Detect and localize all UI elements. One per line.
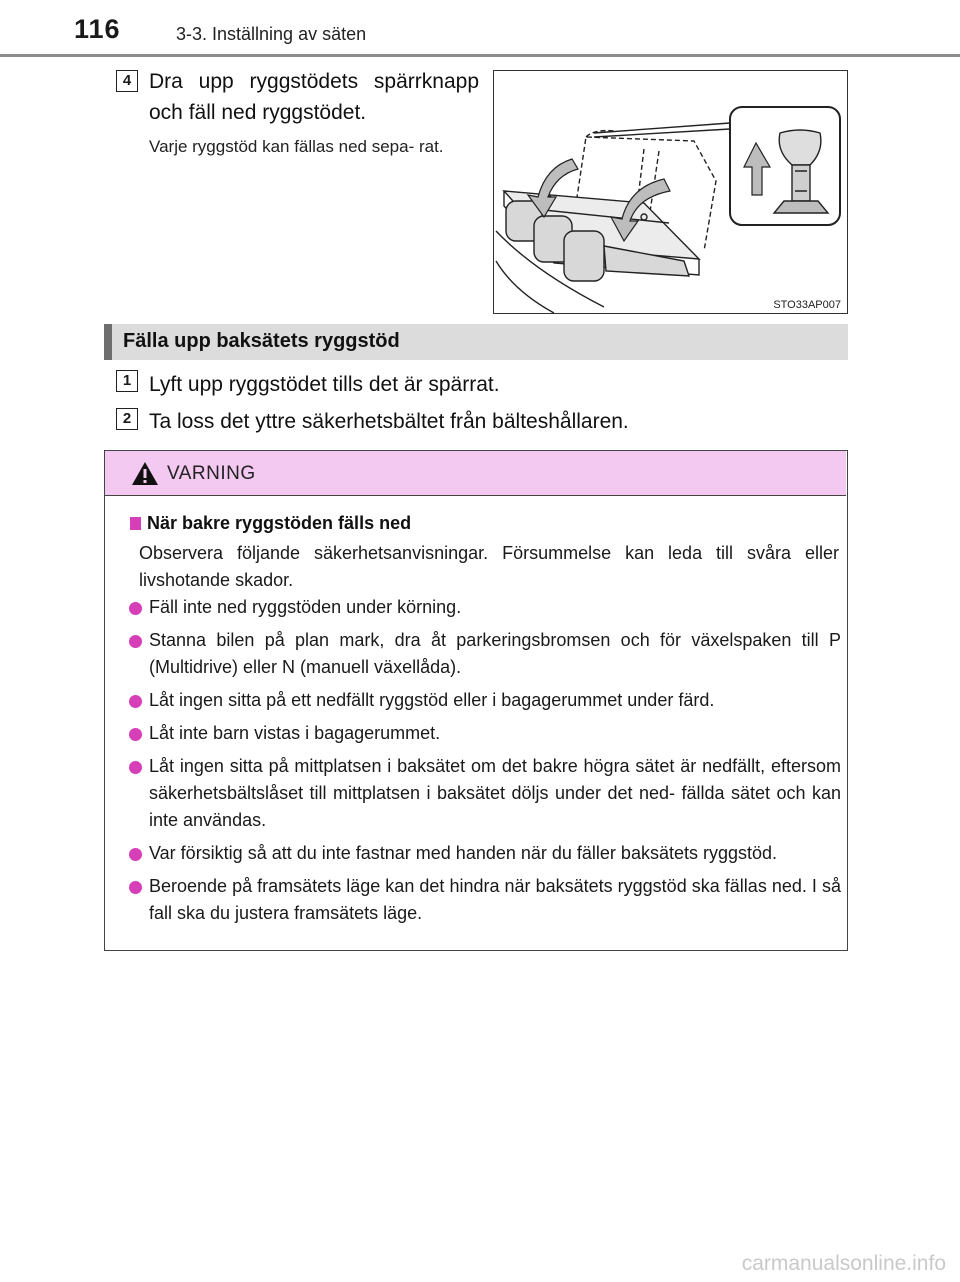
square-bullet-icon [130,517,141,530]
step-4-note: Varje ryggstöd kan fällas ned sepa- rat. [149,137,444,156]
step-2-badge: 2 [116,408,138,430]
bullet-dot-icon [129,602,142,615]
warning-intro: Observera följande säkerhetsanvisningar. Försummelse kan leda till svåra eller livshotande skador. [139,543,839,590]
step-4-badge: 4 [116,70,138,92]
warning-box [104,450,848,951]
warning-item [129,873,841,927]
seat-fold-illustration [494,71,848,314]
warning-item [129,720,841,747]
bullet-dot-icon [129,635,142,648]
seat-fold-figure [493,70,848,314]
warning-list [129,594,841,933]
section-bar-accent [104,324,112,360]
section-heading-bar [104,324,848,360]
warning-subhead-text: När bakre ryggstöden fälls ned [147,513,412,533]
step-1-badge: 1 [116,370,138,392]
warning-item-text: Låt ingen sitta på ett nedfällt ryggstöd eller i bagagerummet under färd. [149,690,715,710]
bullet-dot-icon [129,881,142,894]
page-number: 116 [74,14,121,44]
warning-item [129,627,841,681]
warning-item [129,687,841,714]
warning-subhead [130,513,411,534]
warning-item-text: Var försiktig så att du inte fastnar med handen när du fäller baksätets ryggstöd. [149,843,778,863]
warning-item-text: Låt inte barn vistas i bagagerummet. [149,723,441,743]
warning-item [129,594,841,621]
bullet-dot-icon [129,728,142,741]
step-4-text: Dra upp ryggstödets spärrknapp och fäll ned ryggstödet. [149,70,479,124]
warning-header [105,451,846,496]
warning-label: VARNING [167,463,256,484]
warning-item-text: Stanna bilen på plan mark, dra åt parkeringsbromsen och för växelspaken till P (Multidrive) eller N (manuell växellåda). [149,630,841,677]
warning-item [129,840,841,867]
bullet-dot-icon [129,761,142,774]
bullet-dot-icon [129,695,142,708]
step-2-text: Ta loss det yttre säkerhetsbältet från bälteshållaren. [149,410,629,433]
figure-code: STO33AP007 [773,299,841,311]
step-1-text: Lyft upp ryggstödet tills det är spärrat. [149,373,500,396]
bullet-dot-icon [129,848,142,861]
running-head: 3-3. Inställning av säten [176,24,367,44]
warning-item [129,753,841,834]
header-rule [0,54,960,57]
section-title: Fälla upp baksätets ryggstöd [123,330,400,352]
warning-item-text: Låt ingen sitta på mittplatsen i baksätet om det bakre högra sätet är nedfällt, eftersom säkerhetsbältslåset till mittplatsen i baksätet döljs under det ned- fällda sätet och kan inte användas. [149,756,841,830]
warning-item-text: Beroende på framsätets läge kan det hindra när baksätets ryggstöd ska fällas ned. I så fall ska du justera framsätets läge. [149,876,841,923]
warning-item-text: Fäll inte ned ryggstöden under körning. [149,597,462,617]
watermark: carmanualsonline.info [741,1252,946,1275]
warning-triangle-icon [131,461,159,486]
